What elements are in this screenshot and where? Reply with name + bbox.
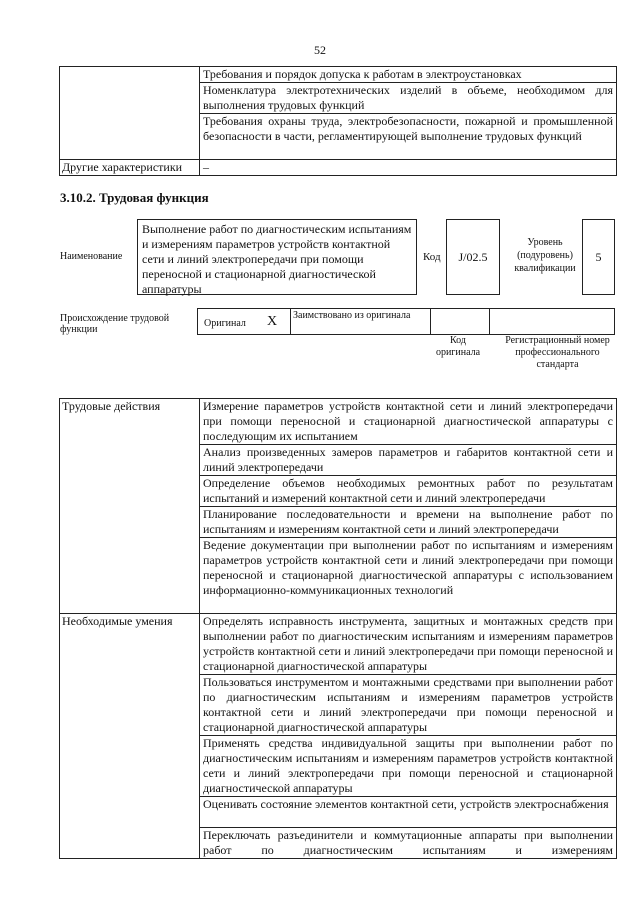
reg-number-caption: Регистрационный номер профессионального стандарта <box>505 335 610 370</box>
top-table-label-empty <box>60 67 200 160</box>
action-item: Анализ произведенных замеров параметров и габаритов контактной сети и линий электропередачи <box>200 445 617 476</box>
other-characteristics-value: – <box>200 160 617 176</box>
action-item: Определение объемов необходимых ремонтных работ по результатам испытаний и измерений контактной сети и линий электропередачи <box>200 476 617 507</box>
main-table <box>59 398 617 859</box>
original-mark: X <box>267 314 278 329</box>
level-value: 5 <box>595 249 602 264</box>
function-name-box <box>137 219 417 295</box>
action-item: Ведение документации при выполнении работ по испытаниям и измерениям параметров устройств контактной сети и линий электропередачи при помощи переносной и стационарной диагностической аппаратуры с использованием информационно-коммуникационных технологий <box>200 538 617 614</box>
original-cell <box>197 308 291 335</box>
name-label: Наименование <box>60 251 123 262</box>
skills-label: Необходимые умения <box>60 614 200 859</box>
top-table-row: Требования охраны труда, электробезопасности, пожарной и промышленной безопасности в части, регламентирующей выполнение трудовых функций <box>200 114 617 160</box>
top-table <box>59 66 617 176</box>
borrowed-cell <box>290 308 431 335</box>
skill-item: Оценивать состояние элементов контактной сети, устройств электроснабжения <box>200 797 617 828</box>
section-title: 3.10.2. Трудовая функция <box>60 190 209 205</box>
original-code-cell <box>430 308 490 335</box>
origin-label: Происхождение трудовой функции <box>60 313 170 335</box>
code-value: J/02.5 <box>458 249 488 264</box>
level-box <box>582 219 615 295</box>
original-label: Оригинал <box>204 318 246 329</box>
skill-item: Пользоваться инструментом и монтажными средствами при выполнении работ по диагностическим испытаниям и измерениям параметров устройств контактной сети и линий электропередачи при помощи переносной и стационарной диагностической аппаратуры <box>200 675 617 736</box>
original-code-caption: Код оригинала <box>435 335 481 358</box>
code-label: Код <box>423 251 441 263</box>
borrowed-label: Заимствовано из оригинала <box>293 310 411 321</box>
skill-item: Переключать разъединители и коммутационные аппараты при выполнении работ по диагностическим испытаниям и измерениям <box>200 828 617 859</box>
code-box <box>446 219 500 295</box>
action-item: Планирование последовательности и времени на выполнение работ по испытаниям и измерениям контактной сети и линий электропередачи <box>200 507 617 538</box>
skill-item: Применять средства индивидуальной защиты при выполнении работ по диагностическим испытаниям и измерениям параметров устройств контактной сети и линий электропередачи при помощи переносной и стационарной диагностической аппаратуры <box>200 736 617 797</box>
top-table-row: Номенклатура электротехнических изделий в объеме, необходимом для выполнения трудовых функций <box>200 83 617 114</box>
actions-label: Трудовые действия <box>60 399 200 614</box>
page-number: 52 <box>314 43 326 57</box>
reg-number-cell <box>489 308 615 335</box>
other-characteristics-label: Другие характеристики <box>60 160 200 176</box>
action-item: Измерение параметров устройств контактной сети и линий электропередачи при помощи переносной и стационарной диагностической аппаратуры с последующим их испытанием <box>200 399 617 445</box>
skill-item: Определять исправность инструмента, защитных и монтажных средств при выполнении работ по диагностическим испытаниям и измерениям параметров устройств контактной сети и линий электропередачи при помощи переносной и стационарной диагностической аппаратуры <box>200 614 617 675</box>
function-name: Выполнение работ по диагностическим испытаниям и измерениям параметров устройств контактной сети и линий электропередачи при помощи переносной и стационарной диагностической аппаратуры <box>142 222 412 296</box>
level-label: Уровень (подуровень) квалификации <box>514 237 576 274</box>
top-table-row: Требования и порядок допуска к работам в электроустановках <box>200 67 617 83</box>
